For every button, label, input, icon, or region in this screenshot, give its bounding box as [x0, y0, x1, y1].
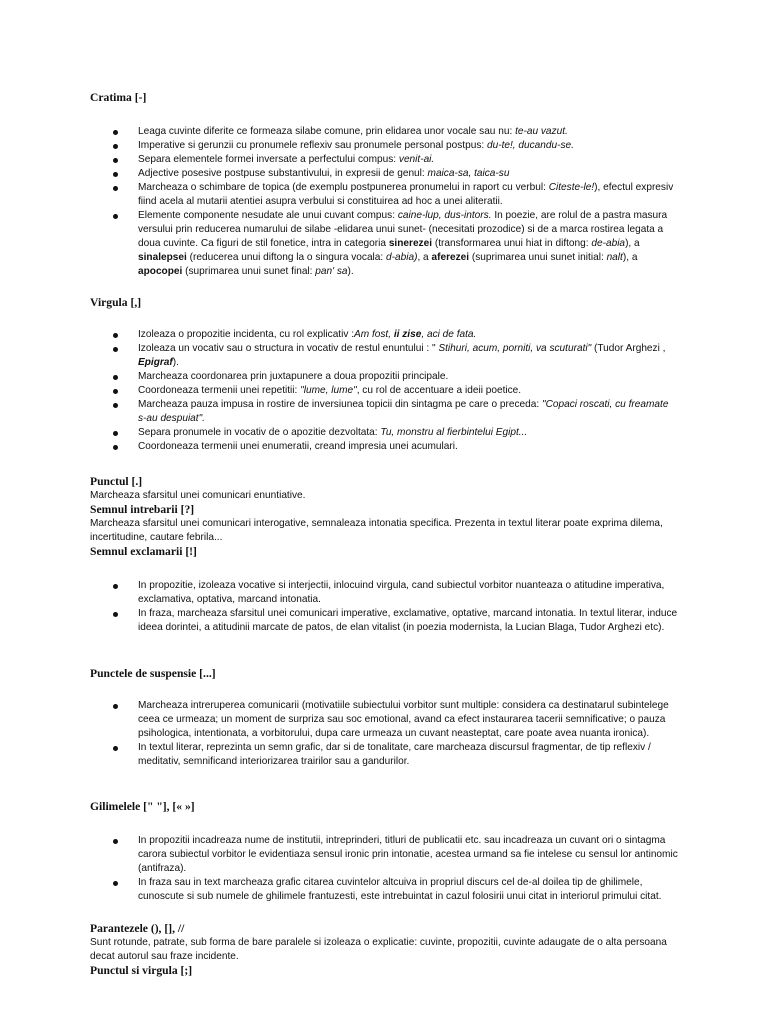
- bullet-icon: [113, 403, 118, 408]
- text-segment: de-abia: [591, 238, 626, 249]
- text-segment: sinerezei: [388, 238, 433, 249]
- bullet-icon: [113, 130, 118, 135]
- list-item: [90, 370, 678, 384]
- text-segment: (suprimarea unui sunet initial:: [469, 252, 607, 263]
- bullet-icon: [113, 445, 118, 450]
- bullet-icon: [113, 881, 118, 886]
- text-segment: aferezei: [431, 252, 470, 263]
- text-segment: ), efectul expresiv fiind acela al mutarii atentiei asupra verbului si constituirea ad hoc a unei aliteratii.: [138, 182, 674, 207]
- section-semnul-intrebarii: [90, 503, 678, 545]
- text-parantezele: Sunt rotunde, patrate, sub forma de bare paralele si izoleaza o explicatie: cuvinte, propozitii, cuvinte adaugate de o alta persoana decat autorul sau fraze incidente.: [90, 937, 667, 962]
- text-segment: Marcheaza intreruperea comunicarii (motivatiile subiectului vorbitor sunt multiple: considera ca destinatarul subintelege ceea ce urmeaza; un moment de surpriza sau soc emotional, avand ca efect instaurarea tacerii semnificative; o pauza psihologica, intentionata, a vorbitorului, dupa care urmeaza un cuvant neasteptat, care poate avea nuanta ironica).: [138, 700, 669, 739]
- section-ghilimelele: [90, 800, 678, 904]
- text-segment: In poezie, are rolul de a pastra masura versului prin reducerea numarului de silabe -elidarea unui sunet- (necesitati prozodice) si de a marca rostirea legata a doua cuvinte. Ca figuri de stil fonetice, intra in categoria: [138, 210, 668, 249]
- list-item: [90, 342, 678, 370]
- list-semnul-exclamarii: [90, 579, 678, 635]
- section-punctele-de-suspensie: [90, 667, 678, 769]
- list-item: [90, 181, 678, 209]
- text-segment: apocopei: [138, 266, 183, 277]
- bullet-icon: [113, 839, 118, 844]
- bullet-icon: [113, 746, 118, 751]
- list-cratima: [90, 125, 678, 279]
- bullet-icon: [113, 389, 118, 394]
- bullet-icon: [113, 375, 118, 380]
- list-item: [90, 876, 678, 904]
- text-segment: te-au vazut.: [515, 126, 568, 137]
- text-segment: maica-sa, taica-su: [427, 168, 510, 179]
- list-item: [90, 125, 678, 139]
- text-segment: Izoleaza un vocativ sau o structura in vocativ de restul enuntului : ": [138, 343, 439, 354]
- text-segment: ).: [347, 266, 354, 277]
- text-segment: nalt: [606, 252, 623, 263]
- text-segment: Separa elementele formei inversate a perfectului compus:: [138, 154, 399, 165]
- text-segment: "Copaci roscati, cu freamate s-au despuiat".: [138, 399, 669, 424]
- text-semnul-intrebarii: Marcheaza sfarsitul unei comunicari interogative, semnaleaza intonatia specifica. Prezenta in textul literar poate exprima dilema, incertitudine, cautare febrila...: [90, 518, 663, 543]
- text-segment: Tu, monstru al fierbintelui Egipt...: [380, 427, 528, 438]
- section-parantezele: [90, 922, 678, 964]
- text-segment: ).: [172, 357, 179, 368]
- heading-punctul-si-virgula: Punctul si virgula [;]: [90, 964, 193, 977]
- heading-punctul: Punctul [.]: [90, 475, 143, 488]
- text-segment: ii zise: [393, 329, 422, 340]
- text-segment: Am fost,: [354, 329, 394, 340]
- text-segment: In propozitii incadreaza nume de institutii, intreprinderi, titluri de publicatii etc. sau incadreaza un cuvant ori o sintagma carora subiectul vorbitor le evidentiaza sensul ironic prin intonatie, acestea urmand sa fie intelese cu sensul lor antinomic (antifraza).: [138, 835, 678, 874]
- bullet-icon: [113, 172, 118, 177]
- section-punctul: [90, 475, 678, 503]
- bullet-icon: [113, 214, 118, 219]
- list-item: [90, 167, 678, 181]
- list-item: [90, 834, 678, 876]
- list-item: [90, 209, 678, 279]
- list-item: [90, 384, 678, 398]
- text-segment: (Tudor Arghezi ,: [591, 343, 666, 354]
- text-segment: du-te!, ducandu-se.: [486, 140, 574, 151]
- text-segment: Coordoneaza termenii unei repetitii:: [138, 385, 301, 396]
- text-segment: Elemente componente nesudate ale unui cuvant compus:: [138, 210, 398, 221]
- list-virgula: [90, 328, 678, 454]
- list-item: [90, 741, 678, 769]
- text-segment: ), a: [622, 252, 638, 263]
- text-segment: Leaga cuvinte diferite ce formeaza silabe comune, prin elidarea unor vocale sau nu:: [138, 126, 516, 137]
- text-segment: In fraza, marcheaza sfarsitul unei comunicari imperative, exclamative, optative, marcand intonatia. In textul literar, induce ideea dorintei, a atitudinii marcate de patos, de elan vitalist (in poezia modernista, la Lucian Blaga, Tudor Arghezi etc).: [138, 608, 678, 633]
- text-segment: , a: [417, 252, 432, 263]
- list-item: [90, 153, 678, 167]
- bullet-icon: [113, 347, 118, 352]
- text-segment: In fraza sau in text marcheaza grafic citarea cuvintelor altcuiva in propriul discurs cel de-al doilea tip de ghilimele, cunoscute si sub numele de ghilimele frantuzesti, este intrebuintat in cazul folosirii unui citat in interiorul primului citat.: [138, 877, 662, 902]
- list-item: [90, 440, 678, 454]
- text-segment: (reducerea unui diftong la o singura vocala:: [186, 252, 387, 263]
- bullet-icon: [113, 612, 118, 617]
- bullet-icon: [113, 704, 118, 709]
- text-segment: caine-lup, dus-intors.: [397, 210, 492, 221]
- heading-virgula: Virgula [,]: [90, 296, 142, 309]
- heading-parantezele: Parantezele (), [], //: [90, 922, 185, 935]
- text-segment: Marcheaza pauza impusa in rostire de inversiunea topicii din sintagma pe care o preceda:: [138, 399, 542, 410]
- text-segment: In propozitie, izoleaza vocative si interjectii, inlocuind virgula, cand subiectul vorbitor nuanteaza o atitudine imperativa, exclamativa, optativa, marcand intonatia.: [138, 580, 665, 605]
- text-segment: "lume, lume": [300, 385, 357, 396]
- text-segment: Adjective posesive postpuse substantivului, in expresii de genul:: [138, 168, 428, 179]
- heading-semnul-intrebarii: Semnul intrebarii [?]: [90, 503, 195, 516]
- section-cratima: [90, 91, 678, 279]
- bullet-icon: [113, 584, 118, 589]
- section-punctul-si-virgula: [90, 964, 678, 978]
- text-segment: Coordoneaza termenii unei enumeratii, creand impresia unei acumulari.: [138, 441, 458, 452]
- text-segment: Marcheaza coordonarea prin juxtapunere a doua propozitii principale.: [138, 371, 449, 382]
- heading-cratima: Cratima [-]: [90, 91, 147, 104]
- bullet-icon: [113, 431, 118, 436]
- text-segment: venit-ai.: [398, 154, 435, 165]
- text-segment: (suprimarea unui sunet final:: [182, 266, 316, 277]
- heading-semnul-exclamarii: Semnul exclamarii [!]: [90, 545, 197, 558]
- list-item: [90, 398, 678, 426]
- text-segment: Marcheaza o schimbare de topica (de exemplu postpunerea pronumelui in raport cu verbul:: [138, 182, 549, 193]
- list-punctele-de-suspensie: [90, 699, 678, 769]
- text-segment: d-abia): [386, 252, 418, 263]
- heading-ghilimelele: Gilimelele [" "], [« »]: [90, 800, 195, 813]
- list-item: [90, 607, 678, 635]
- section-virgula: [90, 296, 678, 454]
- text-segment: pan' sa: [315, 266, 348, 277]
- text-segment: Imperative si gerunzii cu pronumele reflexiv sau pronumele personal postpus:: [138, 140, 487, 151]
- list-item: [90, 426, 678, 440]
- bullet-icon: [113, 144, 118, 149]
- list-item: [90, 328, 678, 342]
- text-segment: ), a: [625, 238, 640, 249]
- section-semnul-exclamarii: [90, 545, 678, 635]
- bullet-icon: [113, 186, 118, 191]
- text-segment: Epigraf: [138, 357, 173, 368]
- text-segment: , aci de fata.: [421, 329, 477, 340]
- text-segment: (transformarea unui hiat in diftong:: [432, 238, 592, 249]
- list-ghilimelele: [90, 834, 678, 904]
- text-segment: Separa pronumele in vocativ de o apozitie dezvoltata:: [138, 427, 381, 438]
- text-segment: Stihuri, acum, porniti, va scuturati": [438, 343, 592, 354]
- text-segment: In textul literar, reprezinta un semn grafic, dar si de tonalitate, care marcheaza discursul fragmentar, de tip reflexiv / meditativ, semnificand interiorizarea trairilor sau a gandurilor.: [138, 742, 651, 767]
- list-item: [90, 139, 678, 153]
- text-punctul: Marcheaza sfarsitul unei comunicari enuntiative.: [90, 490, 306, 501]
- bullet-icon: [113, 158, 118, 163]
- bullet-icon: [113, 333, 118, 338]
- text-segment: Citeste-le!: [548, 182, 595, 193]
- text-segment: Izoleaza o propozitie incidenta, cu rol explicativ :: [138, 329, 355, 340]
- text-segment: sinalepsei: [138, 252, 187, 263]
- list-item: [90, 579, 678, 607]
- text-segment: , cu rol de accentuare a ideii poetice.: [356, 385, 522, 396]
- heading-punctele-de-suspensie: Punctele de suspensie [...]: [90, 667, 216, 680]
- list-item: [90, 699, 678, 741]
